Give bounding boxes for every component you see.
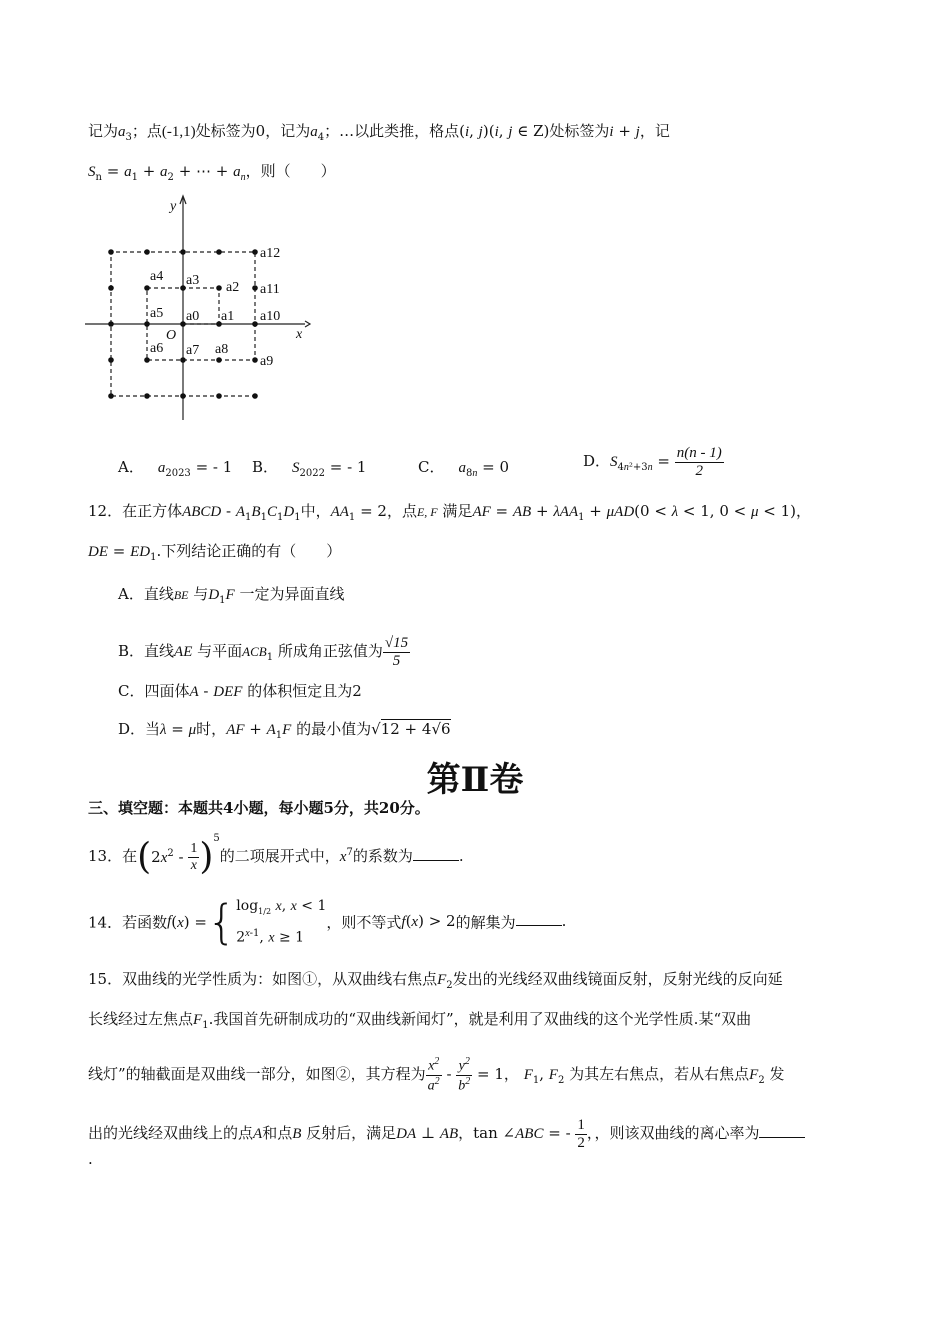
label-a6: a6 <box>150 341 164 356</box>
x-arrow <box>305 321 310 327</box>
label-a10: a10 <box>260 309 281 324</box>
label-a8: a8 <box>215 342 229 357</box>
label-a12: a12 <box>260 246 281 261</box>
sum-line: $S_n = a_1 + a_2$ + ⋯ + $a_n$，则（ ） <box>88 162 336 183</box>
q12-option-c: C．四面体A - DEF 的体积恒定且为2 <box>118 682 362 700</box>
q12-option-d: D．当λ = μ时，AF + $A_1F$ 的最小值为√12 + 4√6 <box>118 720 451 741</box>
answer-blank[interactable] <box>413 859 459 861</box>
q12-stem: 12．在正方体ABCD - $A_1B_1C_1D_1$中，$AA_1 = 2$，点E, F 满足AF = AB + λAA$_1$ + μAD(0 < λ < 1, 0 < μ < 1)， <box>88 502 812 523</box>
label-a2: a2 <box>226 280 240 295</box>
intro-line: 记为$a_3$；点(-1,1)处标签为0，记为$a_4$；…以此类推，格点(i, j)(i, j ∈ Z)处标签为i + j，记 <box>88 122 670 143</box>
q12-stem-2: DE = $ED_1$.下列结论正确的有（ ） <box>88 542 342 563</box>
section-title: 第Ⅱ卷 <box>426 760 524 800</box>
answer-blank[interactable] <box>516 924 562 926</box>
x-axis-label: x <box>296 327 303 342</box>
label-a3: a3 <box>186 273 200 288</box>
y-axis-label: y <box>170 199 177 214</box>
q11-option-d: D．$S_{4n^2+3n}$ = $\frac{n(n - 1)}{2}$ <box>583 444 722 479</box>
q15-line-2: 长线经过左焦点$F_1$.我国首先研制成功的“双曲线新闻灯”，就是利用了双曲线的这个光学性质.某“双曲 <box>88 1010 752 1031</box>
q11-option-c: C． $a_{8n} = 0$ <box>418 458 510 479</box>
section-3-heading: 三、填空题：本题共4小题，每小题5分，共20分。 <box>88 799 430 817</box>
label-a5: a5 <box>150 306 164 321</box>
q12-option-b: B．直线AE 与平面$ACB_1$ 所成角正弦值为 $\frac{√15}{5}$ <box>118 634 409 669</box>
q15-line-3: 线灯”的轴截面是双曲线一部分，如图②，其方程为 $\frac{x^2}{a^2}$ - $\frac{y^2}{b^2}$ = 1， $F_1$, $F_2$ 为其左右焦点，若从右焦点$F_2$ 发 <box>88 1055 785 1094</box>
q15-line-4: 出的光线经双曲线上的点A和点B 反射后，满足DA ⊥ AB，tan ∠ABC = - $\frac{1}{2}$ ，，则该双曲线的离心率为 <box>88 1102 805 1152</box>
answer-blank[interactable] <box>759 1136 805 1138</box>
label-a0: a0 <box>186 309 200 324</box>
point-labels <box>150 246 280 369</box>
label-a1: a1 <box>221 309 235 324</box>
label-a11: a11 <box>260 282 280 297</box>
q15-line-1: 15．双曲线的光学性质为：如图①，从双曲线右焦点$F_2$发出的光线经双曲线镜面反射，反射光线的反向延 <box>88 970 783 991</box>
label-a4: a4 <box>150 269 164 284</box>
origin-label: O <box>166 328 177 343</box>
q11-option-b: B． $S_{2022}$ = - 1 <box>252 458 367 479</box>
label-a7: a7 <box>186 343 200 358</box>
q11-option-a: A． $a_{2023}$ = - 1 <box>118 458 233 479</box>
q13: 13．在($2x^2$ - $\frac{1}{x}$ )$^5$的二项展开式中，$x^7$的系数为 . <box>88 833 464 878</box>
q14: 14．若函数f(x) ={ $\log_{1/2} x$, x < 1 2$^{x-1}$, x ≥ 1 ，则不等式f(x) > 2的解集为 . <box>88 895 567 949</box>
q15-line-5: . <box>88 1150 93 1168</box>
q12-option-a: A．直线BE 与$D_1F$ 一定为异面直线 <box>118 585 345 606</box>
label-a9: a9 <box>260 354 274 369</box>
lattice-figure <box>80 190 320 425</box>
